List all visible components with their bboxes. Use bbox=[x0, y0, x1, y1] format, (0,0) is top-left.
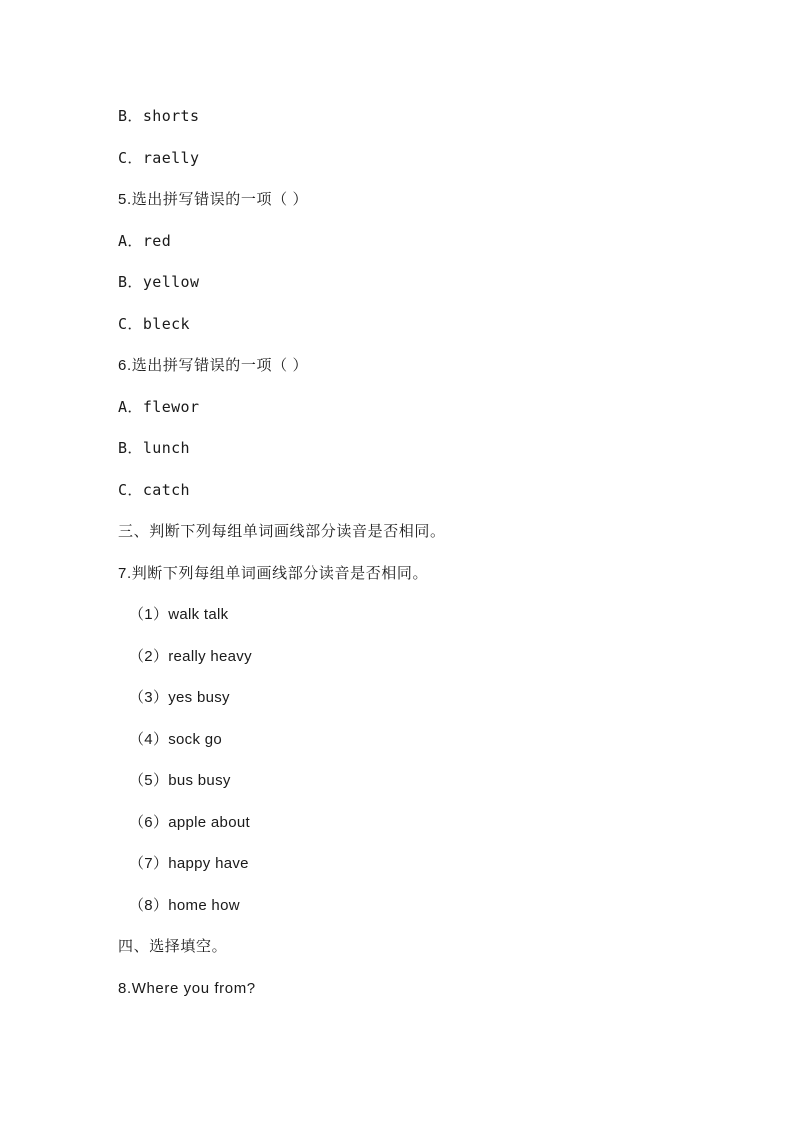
question-7-item-7: （7）happy have bbox=[129, 855, 249, 872]
question-7-stem: 7.判断下列每组单词画线部分读音是否相同。 bbox=[118, 564, 429, 582]
question-7-item-3: （3）yes busy bbox=[129, 689, 230, 706]
answer-option-b-shorts: B．shorts bbox=[118, 107, 200, 125]
section-four-heading: 四、选择填空。 bbox=[118, 938, 228, 955]
question-5-option-b: B．yellow bbox=[118, 273, 200, 291]
question-5-stem: 5.选出拼写错误的一项（ ） bbox=[118, 191, 309, 208]
question-5-option-c: C．bleck bbox=[118, 314, 190, 333]
question-7-item-2: （2）really heavy bbox=[129, 647, 252, 665]
question-6-option-c: C．catch bbox=[118, 480, 190, 499]
question-6-stem: 6.选出拼写错误的一项（ ） bbox=[118, 357, 309, 374]
question-7-item-6: （6）apple about bbox=[129, 813, 250, 831]
question-7-item-4: （4）sock go bbox=[129, 730, 223, 748]
question-8-stem: 8.Where you from? bbox=[118, 979, 256, 997]
question-6-option-a: A．flewor bbox=[118, 397, 200, 416]
question-7-item-1: （1）walk talk bbox=[129, 606, 229, 623]
question-7-item-8: （8）home how bbox=[129, 896, 240, 914]
question-7-item-5: （5）bus busy bbox=[129, 772, 231, 789]
section-three-heading: 三、判断下列每组单词画线部分读音是否相同。 bbox=[118, 523, 446, 540]
document-body bbox=[118, 96, 683, 1009]
question-5-option-a: A．red bbox=[118, 231, 172, 250]
answer-option-c-raelly: C．raelly bbox=[118, 148, 200, 167]
question-6-option-b: B．lunch bbox=[118, 439, 190, 457]
